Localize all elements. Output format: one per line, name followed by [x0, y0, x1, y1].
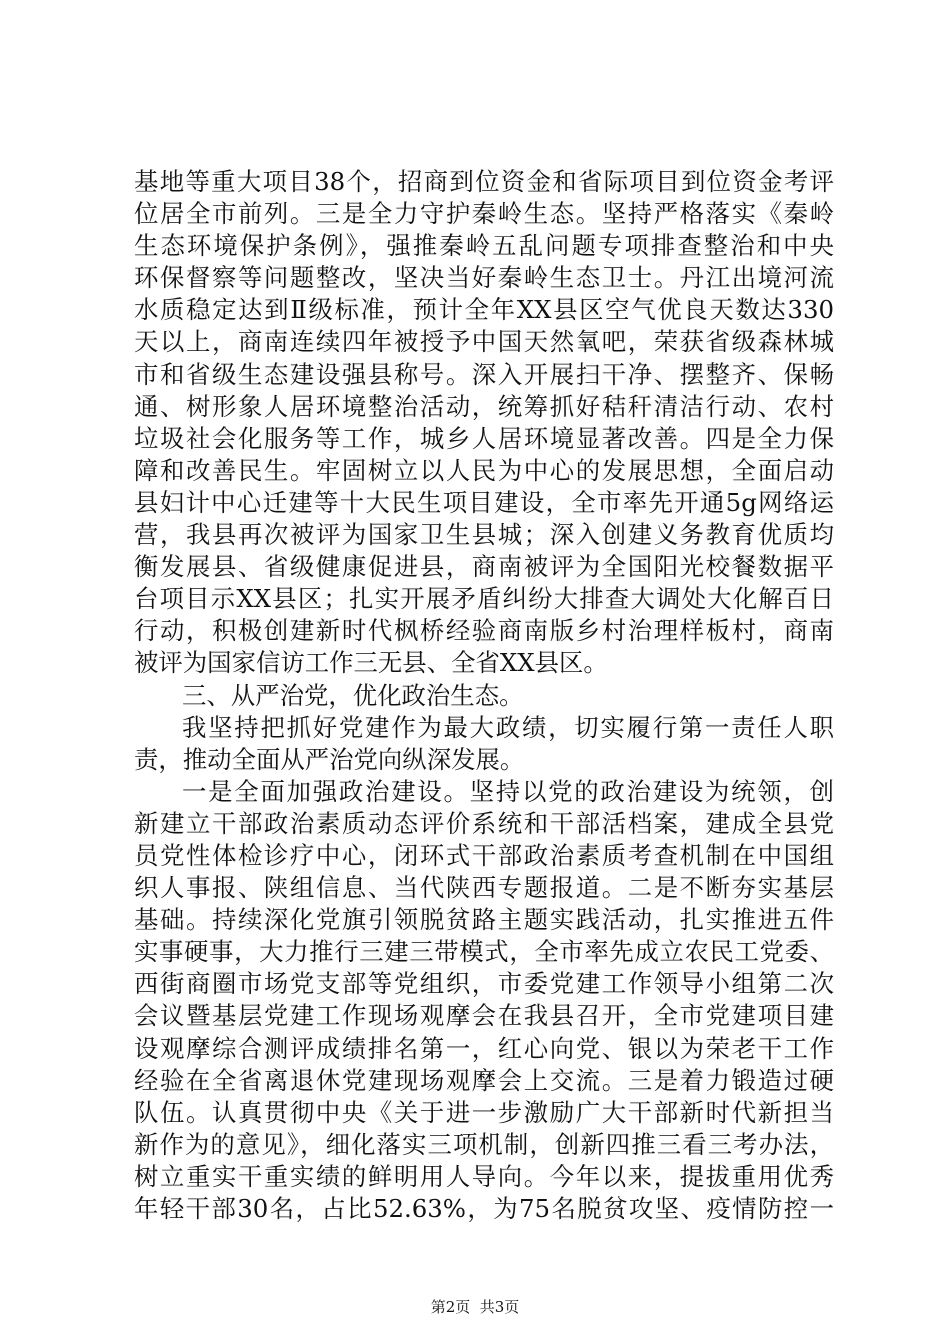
- text-line: 衡发展县、省级健康促进县，商南被评为全国阳光校餐数据平: [134, 552, 834, 582]
- text-line: 县妇计中心迁建等十大民生项目建设，全市率先开通5g网络运: [134, 487, 834, 517]
- text-line: 通、树形象人居环境整治活动，统筹抓好秸秆清洁行动、农村: [134, 391, 834, 421]
- text-line: 员党性体检诊疗中心，闭环式干部政治素质考查机制在中国组: [134, 840, 834, 870]
- text-line: 营，我县再次被评为国家卫生县城；深入创建义务教育优质均: [134, 520, 834, 550]
- text-line: 位居全市前列。三是全力守护秦岭生态。坚持严格落实《秦岭: [134, 199, 834, 229]
- text-line: 台项目示XX县区；扎实开展矛盾纠纷大排查大调处大化解百日: [134, 584, 834, 614]
- text-line: 我坚持把抓好党建作为最大政绩，切实履行第一责任人职: [182, 712, 834, 742]
- text-line: 市和省级生态建设强县称号。深入开展扫干净、摆整齐、保畅: [134, 359, 834, 389]
- text-line: 织人事报、陕组信息、当代陕西专题报道。二是不断夯实基层: [134, 873, 834, 903]
- text-line: 新作为的意见》，细化落实三项机制，创新四推三看三考办法，: [134, 1129, 834, 1159]
- text-line: 责，推动全面从严治党向纵深发展。: [134, 744, 525, 774]
- text-line: 树立重实干重实绩的鲜明用人导向。今年以来，提拔重用优秀: [134, 1161, 834, 1191]
- text-line: 经验在全省离退休党建现场观摩会上交流。三是着力锻造过硬: [134, 1065, 834, 1095]
- text-line: 环保督察等问题整改，坚决当好秦岭生态卫士。丹江出境河流: [134, 263, 834, 293]
- text-line: 垃圾社会化服务等工作，城乡人居环境显著改善。四是全力保: [134, 423, 834, 453]
- text-line: 天以上，商南连续四年被授予中国天然氧吧，荣获省级森林城: [134, 327, 834, 357]
- text-line: 生态环境保护条例》，强推秦岭五乱问题专项排查整治和中央: [134, 231, 834, 261]
- section-heading: 三、从严治党，优化政治生态。: [182, 680, 524, 710]
- text-line: 基地等重大项目38个，招商到位资金和省际项目到位资金考评: [134, 167, 834, 196]
- page-number-footer: 第2页 共3页: [430, 1298, 520, 1316]
- text-line: 西街商圈市场党支部等党组织，市委党建工作领导小组第二次: [134, 969, 834, 999]
- text-line: 设观摩综合测评成绩排名第一，红心向党、银以为荣老干工作: [134, 1033, 834, 1063]
- text-line: 被评为国家信访工作三无县、全省XX县区。: [134, 648, 608, 678]
- text-line: 障和改善民生。牢固树立以人民为中心的发展思想，全面启动: [134, 455, 834, 485]
- body-text: [134, 166, 834, 1225]
- text-line: 一是全面加强政治建设。坚持以党的政治建设为统领，创: [182, 776, 834, 806]
- text-line: 会议暨基层党建工作现场观摩会在我县召开，全市党建项目建: [134, 1001, 834, 1031]
- text-line: 新建立干部政治素质动态评价系统和干部活档案，建成全县党: [134, 808, 834, 838]
- text-line: 队伍。认真贯彻中央《关于进一步激励广大干部新时代新担当: [134, 1097, 834, 1127]
- text-line: 实事硬事，大力推行三建三带模式，全市率先成立农民工党委、: [134, 937, 834, 967]
- text-line: 基础。持续深化党旗引领脱贫路主题实践活动，扎实推进五件: [134, 905, 834, 935]
- text-line: 水质稳定达到Ⅱ级标准，预计全年XX县区空气优良天数达330: [134, 295, 834, 325]
- text-line: 年轻干部30名，占比52.63%，为75名脱贫攻坚、疫情防控一: [134, 1194, 834, 1223]
- text-line: 行动，积极创建新时代枫桥经验商南版乡村治理样板村，商南: [134, 616, 834, 646]
